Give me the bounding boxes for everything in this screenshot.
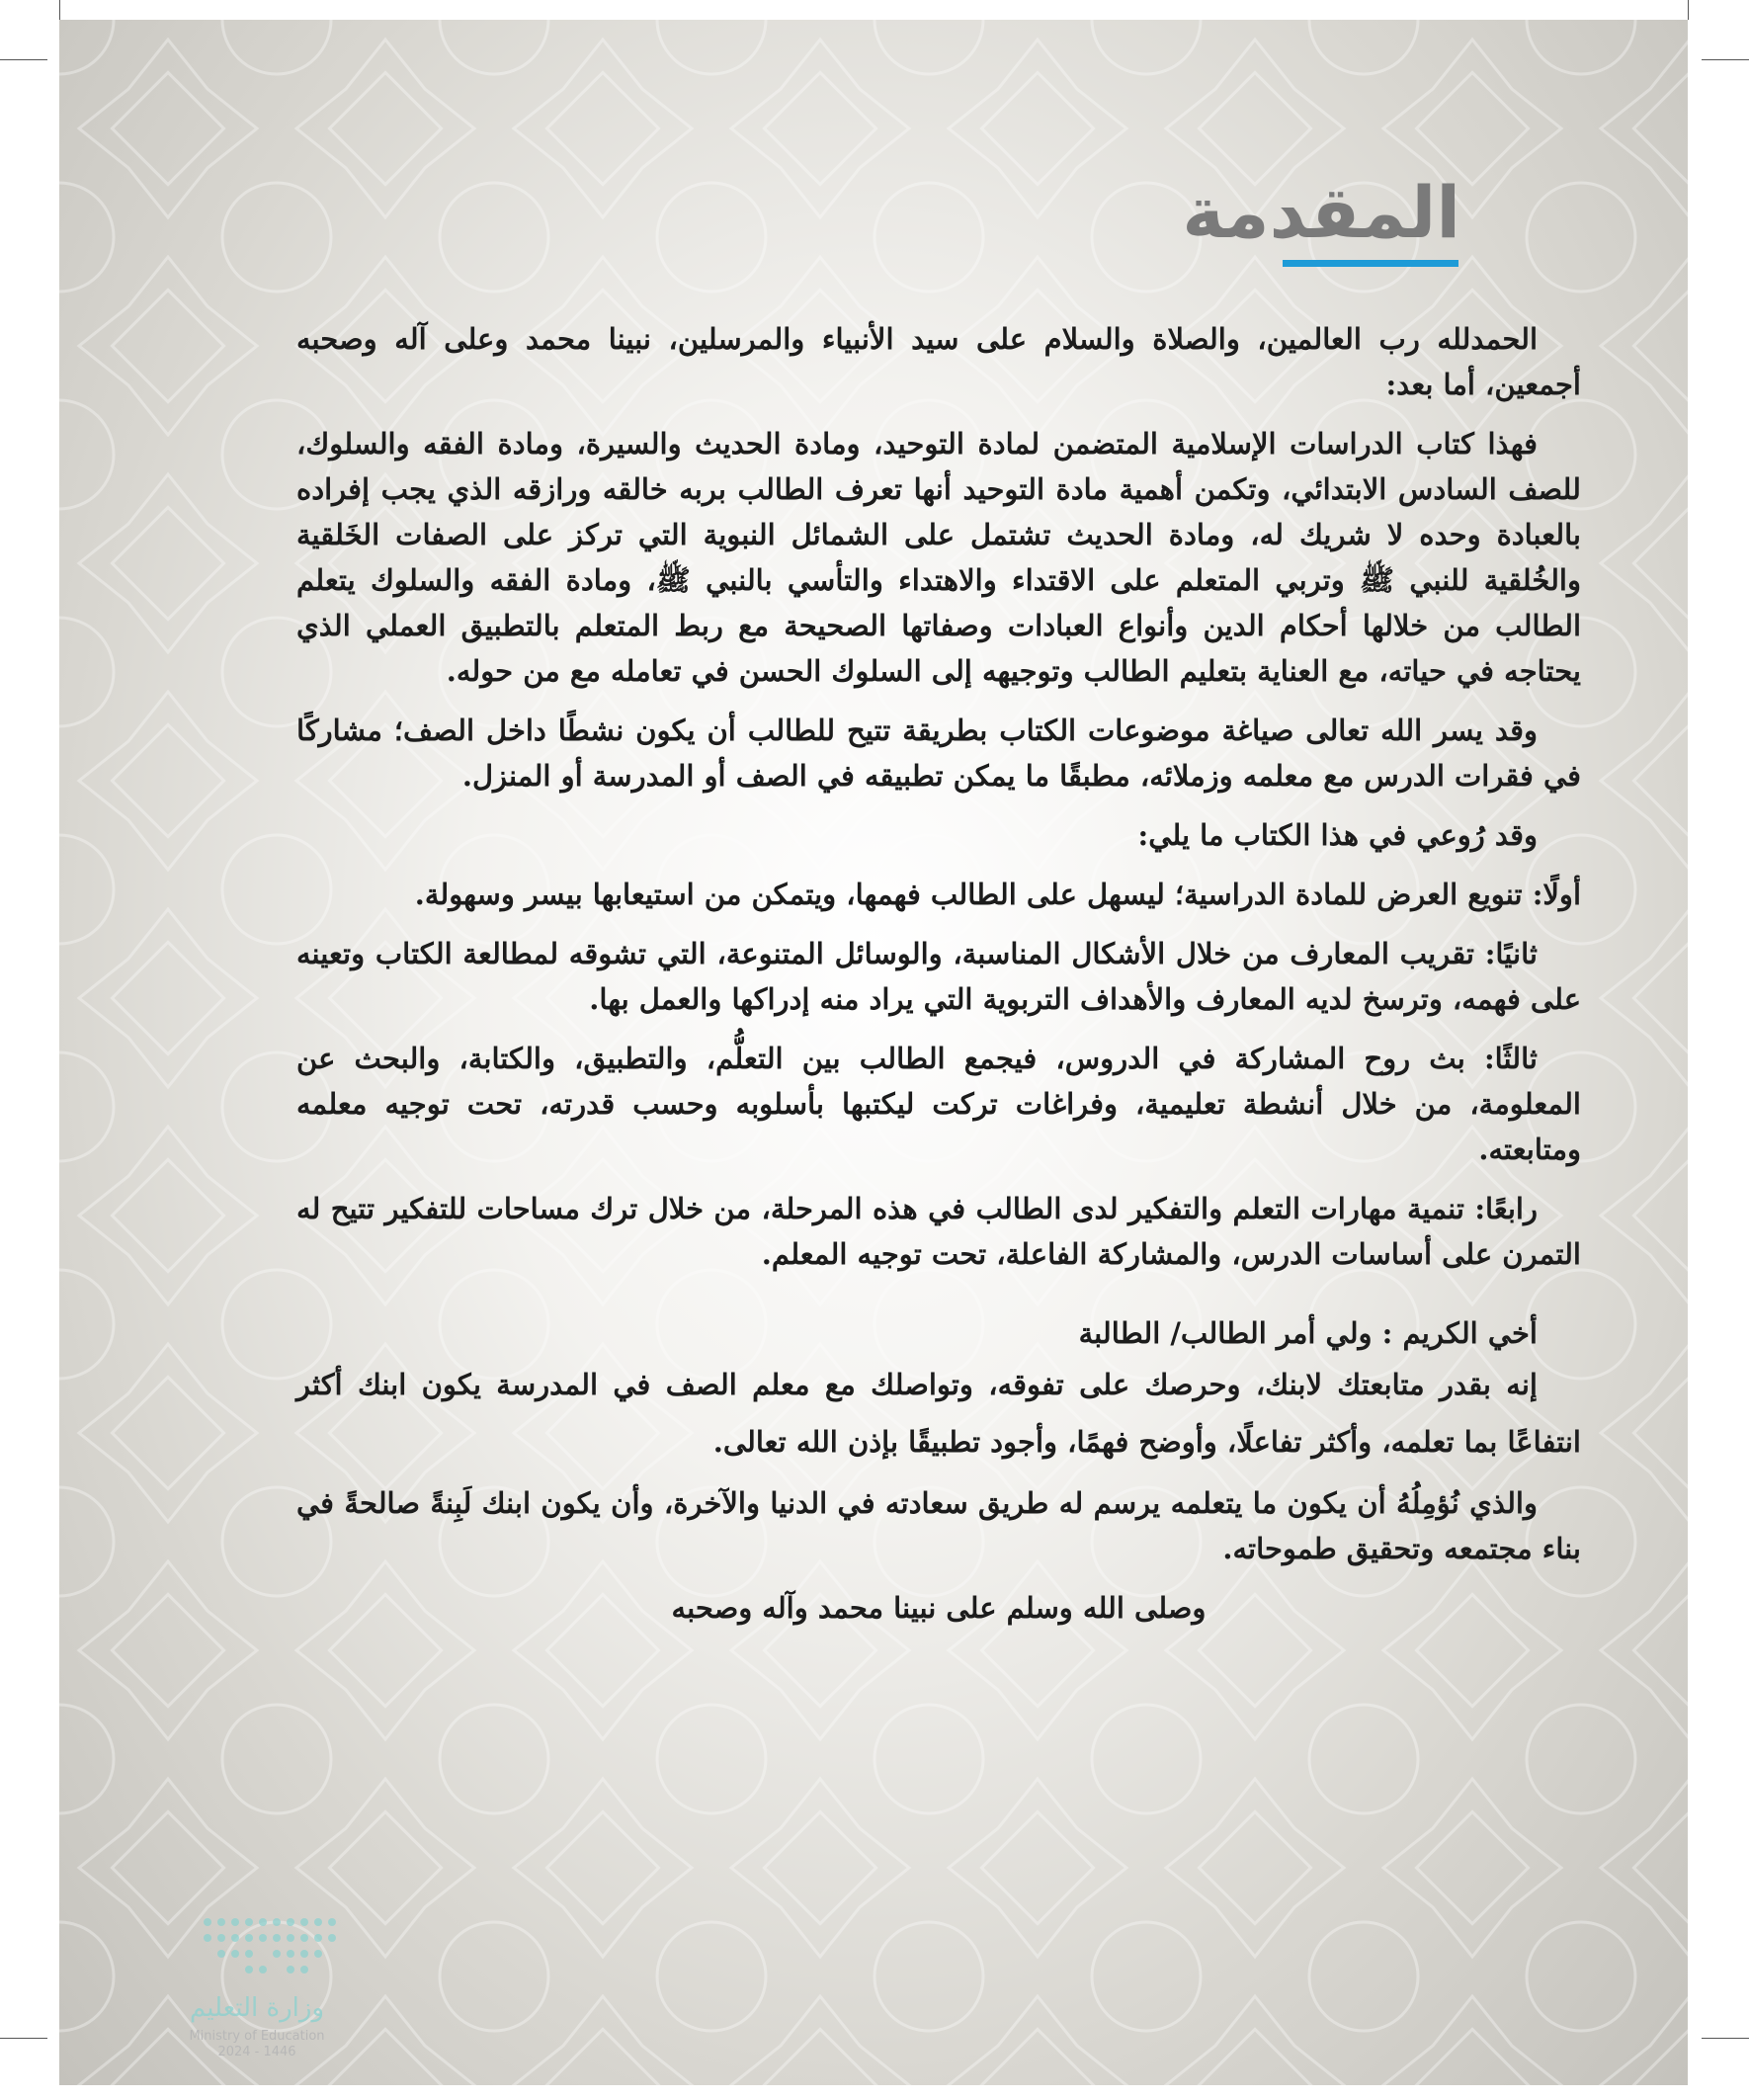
ministry-name-english: Ministry of Education	[189, 2029, 325, 2044]
crop-mark-bottom-right	[1702, 2038, 1749, 2039]
edition-year: 2024 - 1446	[217, 2045, 296, 2059]
consideration-first: أولًا: تنويع العرض للمادة الدراسية؛ ليسهل على الطالب فهمها، ويتمكن من استيعابها بيسر وسهولة.	[414, 878, 1581, 911]
ministry-name: وزارة التعليم	[189, 1993, 325, 2023]
title-underline	[1283, 260, 1458, 267]
consideration-third: ثالثًا: بث روح المشاركة في الدروس، فيجمع الطالب بين التعلُّم، والتطبيق، والكتابة، والبحث عن المعلومة، من خلال أنشطة تعليمية، وفراغات تركت ليكتبها بأسلوبه وحسب قدرته، تحت توجيه معلمه ومتابعته.	[296, 1042, 1581, 1166]
crop-mark-top-left	[0, 59, 47, 60]
ministry-subtitle	[158, 2029, 356, 2060]
book-approach-paragraph: وقد يسر الله تعالى صياغة موضوعات الكتاب بطريقة تتيح للطالب أن يكون نشطًا داخل الصف؛ مشاركًا في فقرات الدرس مع معلمه وزملائه، مطبقًا ما يمكن تطبيقه في الصف أو المدرسة أو المنزل.	[296, 714, 1581, 793]
parent-note	[296, 1310, 1581, 1470]
book-page	[59, 20, 1688, 2085]
hope-paragraph: والذي نُؤمِلُهُ أن يكون ما يتعلمه يرسم له طريق سعادته في الدنيا والآخرة، وأن يكون ابنك لَبِنةً صالحةً في بناء مجتمعه وتحقيق طموحاته.	[296, 1486, 1581, 1565]
consideration-second: ثانيًا: تقريب المعارف من خلال الأشكال المناسبة، والوسائل المتنوعة، التي تشوقه لمطالعة الكتاب وتعينه على فهمه، وترسخ لديه المعارف والأهداف التربوية التي يراد منه إدراكها والعمل بها.	[296, 937, 1581, 1016]
ministry-logo-icon	[198, 1912, 356, 1991]
parent-salutation: أخي الكريم : ولي أمر الطالب/ الطالبة	[1078, 1316, 1538, 1350]
page-title: المقدمة	[1182, 171, 1460, 254]
consideration-fourth: رابعًا: تنمية مهارات التعلم والتفكير لدى الطالب في هذه المرحلة، من خلال ترك مساحات للتفكير تتيح له التمرن على أساسات الدرس، والمشاركة الفاعلة، تحت توجيه المعلم.	[296, 1192, 1581, 1271]
opening-paragraph: الحمدلله رب العالمين، والصلاة والسلام على سيد الأنبياء والمرسلين، نبينا محمد وعلى آله وصحبه أجمعين، أما بعد:	[296, 322, 1581, 401]
crop-mark-top-right	[1702, 59, 1749, 60]
considerations-heading: وقد رُوعي في هذا الكتاب ما يلي:	[1137, 818, 1538, 852]
crop-mark-bottom-left	[0, 2038, 47, 2039]
parent-note-body: إنه بقدر متابعتك لابنك، وحرصك على تفوقه، وتواصلك مع معلم الصف في المدرسة يكون ابنك أكثر انتفاعًا بما تعلمه، وأكثر تفاعلًا، وأوضح فهمًا، وأجود تطبيقًا بإذن الله تعالى.	[296, 1368, 1581, 1459]
ministry-logo	[158, 1912, 356, 2065]
crop-mark-top-right-vertical	[1688, 0, 1689, 20]
introduction-text	[296, 316, 1581, 1644]
crop-mark-top-left-vertical	[59, 0, 60, 20]
closing-line: وصلى الله وسلم على نبينا محمد وآله وصحبه	[671, 1591, 1207, 1625]
book-description-paragraph: فهذا كتاب الدراسات الإسلامية المتضمن لمادة التوحيد، ومادة الحديث والسيرة، ومادة الفقه والسلوك، للصف السادس الابتدائي، وتكمن أهمية مادة التوحيد أنها تعرف الطالب بربه خالقه ورازقه الذي يجب إفراده بالعبادة وحده لا شريك له، ومادة الحديث تشتمل على الشمائل النبوية التي تركز على الصفات الخَلقية والخُلقية للنبي ﷺ وتربي المتعلم على الاقتداء والاهتداء والتأسي بالنبي ﷺ، ومادة الفقه والسلوك يتعلم الطالب من خلالها أحكام الدين وأنواع العبادات وصفاتها الصحيحة مع ربط المتعلم بالتطبيق العملي الذي يحتاجه في حياته، مع العناية بتعليم الطالب وتوجيهه إلى السلوك الحسن في تعامله مع من حوله.	[296, 427, 1581, 688]
